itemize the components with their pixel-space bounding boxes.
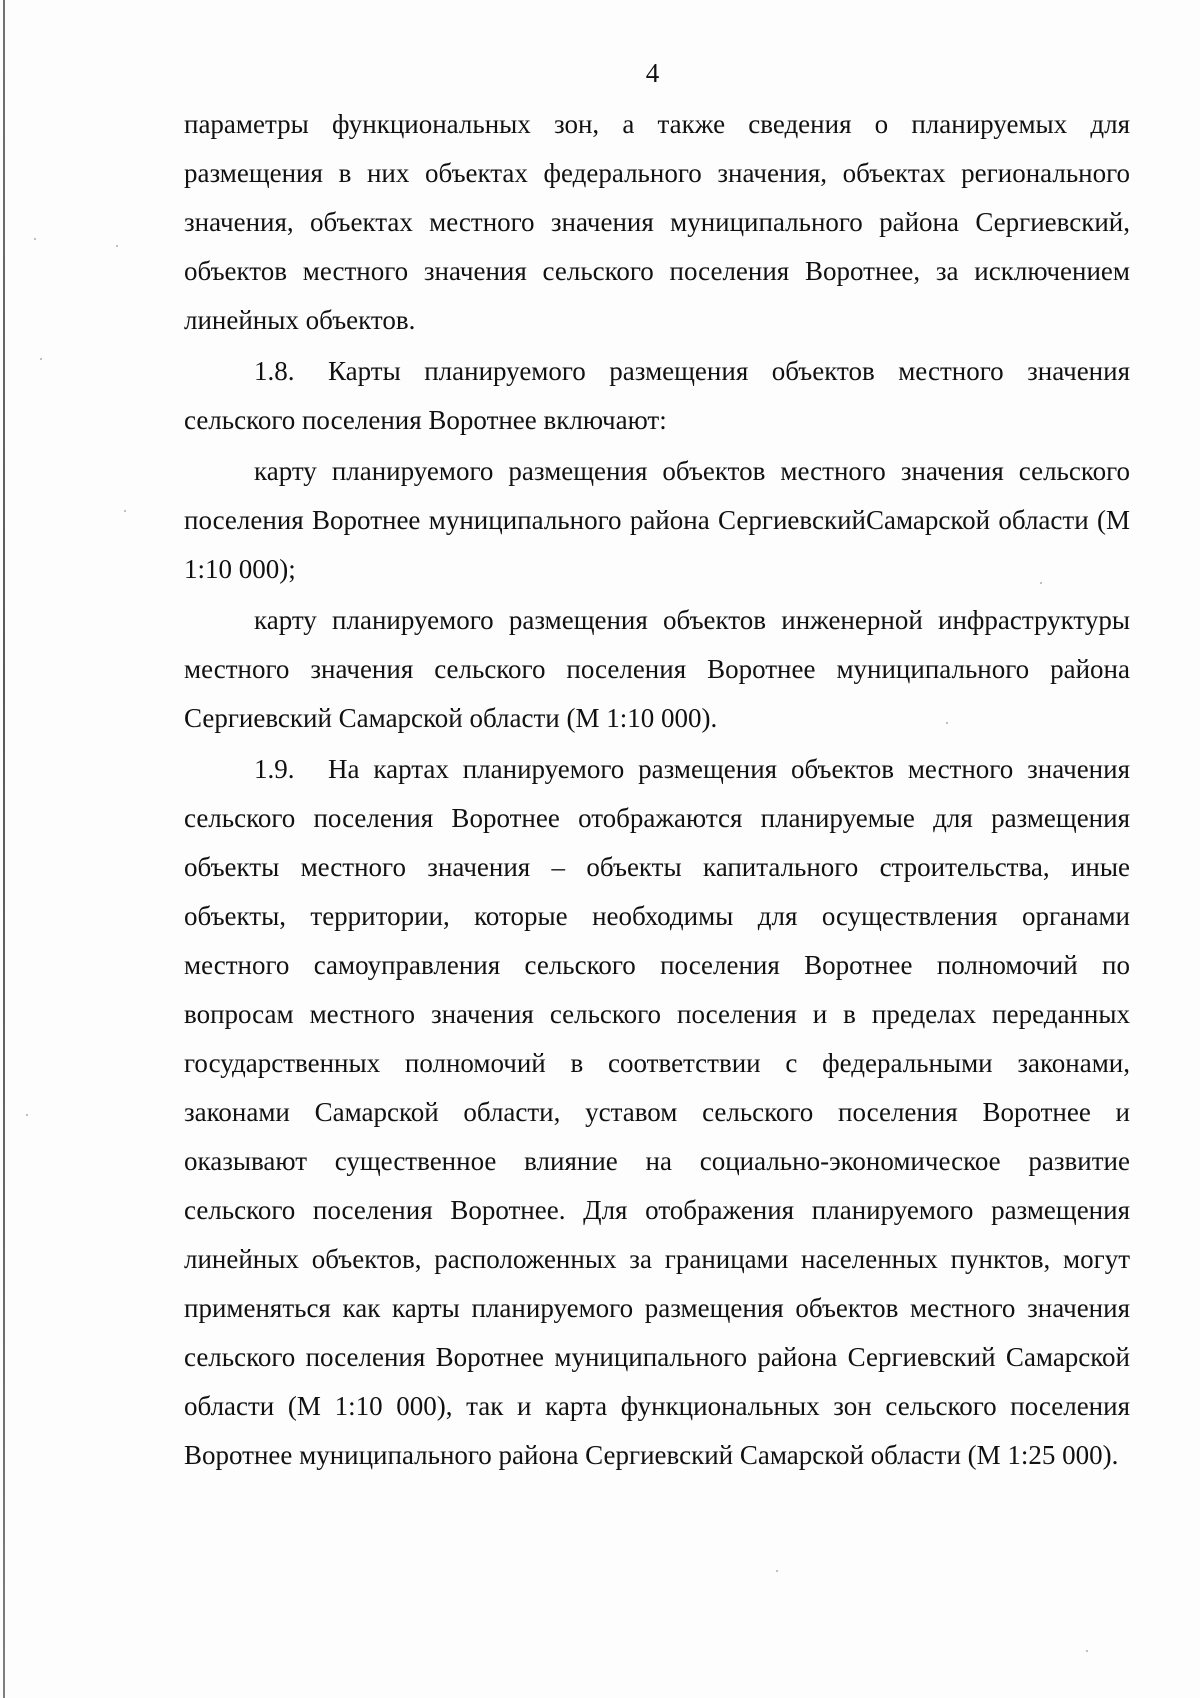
- paragraph-text: карту планируемого размещения объектов местного значения сельского поселения Воротнее муниципального района СергиевскийСамарской области (М 1:10 000);: [184, 456, 1130, 584]
- paragraph-number: 1.8.: [254, 356, 295, 386]
- scan-speck: [124, 510, 126, 512]
- scan-speck: [116, 245, 118, 247]
- paragraph-text: параметры функциональных зон, а также сведения о планируемых для размещения в них объектах федерального значения, объектах регионального значения, объектах местного значения муниципального района Сергиевский, объектов местного значения сельского поселения Воротнее, за исключением линейных объектов.: [184, 109, 1130, 335]
- document-body: [184, 100, 1130, 1480]
- page-number: 4: [645, 58, 660, 88]
- paragraph-functional-zones: [184, 100, 1130, 345]
- paragraph-text: карту планируемого размещения объектов инженерной инфраструктуры местного значения сельского поселения Воротнее муниципального района Сергиевский Самарской области (М 1:10 000).: [184, 605, 1130, 733]
- scan-speck: [40, 358, 42, 360]
- paragraph-text: На картах планируемого размещения объектов местного значения сельского поселения Воротнее отображаются планируемые для размещения объекты местного значения – объекты капитального строительства, иные объекты, территории, которые необходимы для осуществления органами местного самоуправления сельского поселения Воротнее полномочий по вопросам местного значения сельского поселения и в пределах переданных государственных полномочий в соответствии с федеральными законами, законами Самарской области, уставом сельского поселения Воротнее и оказывают существенное влияние на социально-экономическое развитие сельского поселения Воротнее. Для отображения планируемого размещения линейных объектов, расположенных за границами населенных пунктов, могут применяться как карты планируемого размещения объектов местного значения сельского поселения Воротнее муниципального района Сергиевский Самарской области (М 1:10 000), так и карта функциональных зон сельского поселения Воротнее муниципального района Сергиевский Самарской области (М 1:25 000).: [184, 754, 1130, 1470]
- paragraph-number: 1.9.: [254, 754, 295, 784]
- scan-speck: [1040, 582, 1042, 584]
- paragraph-text: Карты планируемого размещения объектов местного значения сельского поселения Воротнее включают:: [184, 356, 1130, 435]
- scan-left-edge: [3, 0, 5, 1698]
- paragraph-1-8: [184, 347, 1130, 445]
- scan-speck: [1086, 1650, 1088, 1652]
- paragraph-map-local-objects: [184, 447, 1130, 594]
- paragraph-map-engineering-infrastructure: [184, 596, 1130, 743]
- scan-speck: [34, 238, 36, 240]
- scan-speck: [26, 1114, 28, 1116]
- scan-speck: [776, 1570, 778, 1572]
- scan-speck: [946, 722, 948, 724]
- paragraph-1-9: [184, 745, 1130, 1480]
